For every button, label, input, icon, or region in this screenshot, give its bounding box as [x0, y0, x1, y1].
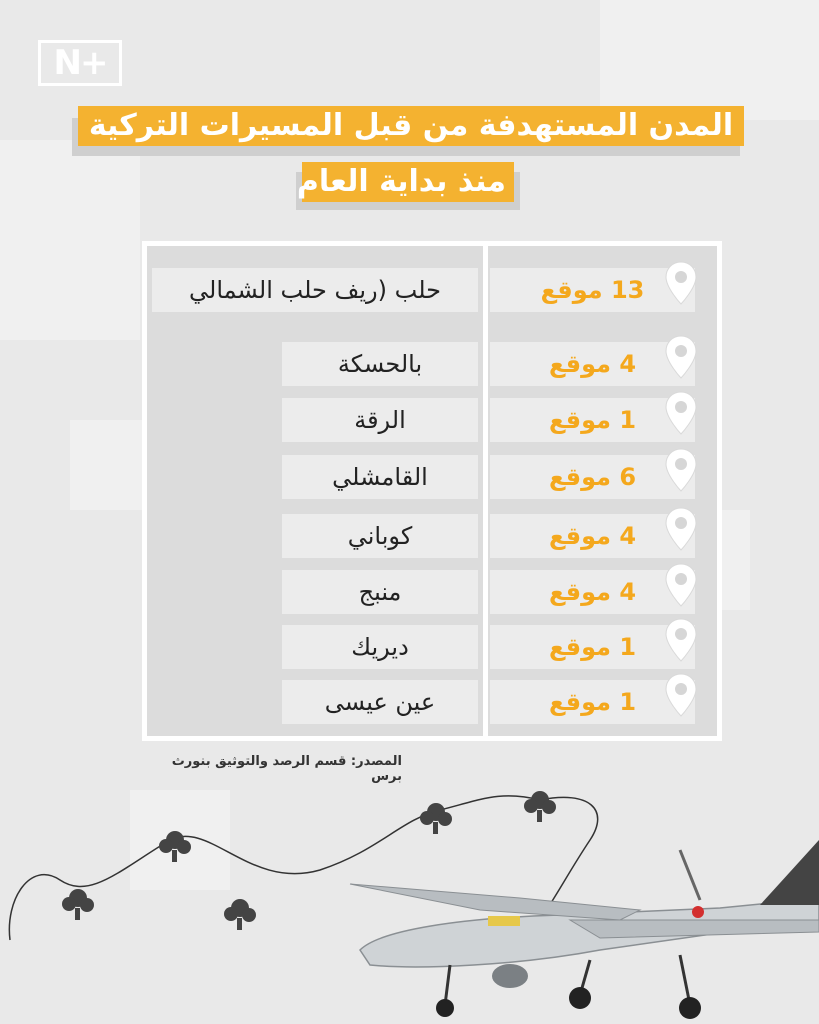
smoke-icon [524, 791, 556, 822]
row-count: 1 موقع [490, 398, 695, 442]
background-block [600, 0, 819, 120]
smoke-icon [224, 899, 256, 930]
row-count: 6 موقع [490, 455, 695, 499]
row-count: 4 موقع [490, 514, 695, 558]
table-divider [483, 241, 488, 741]
drone-illustration [0, 780, 819, 1024]
page-title-line-2: منذ بداية العام [302, 162, 514, 202]
brand-logo-text: N+ [53, 43, 107, 83]
row-count: 1 موقع [490, 625, 695, 669]
row-city: عين عيسى [282, 680, 478, 724]
row-count: 1 موقع [490, 680, 695, 724]
row-count: 4 موقع [490, 342, 695, 386]
location-pin-icon [664, 506, 698, 552]
row-city: منبج [282, 570, 478, 614]
row-city: ديريك [282, 625, 478, 669]
brand-logo [38, 40, 122, 86]
smoke-icon [62, 889, 94, 920]
row-count: 13 موقع [490, 268, 695, 312]
source-note: المصدر: قسم الرصد والتوثيق بنورث برس [171, 754, 402, 784]
location-pin-icon [664, 260, 698, 306]
location-pin-icon [664, 390, 698, 436]
row-city: كوباني [282, 514, 478, 558]
location-pin-icon [664, 672, 698, 718]
row-city: حلب (ريف حلب الشمالي [152, 268, 478, 312]
row-count: 4 موقع [490, 570, 695, 614]
location-pin-icon [664, 617, 698, 663]
background-block [70, 420, 150, 510]
location-pin-icon [664, 334, 698, 380]
row-city: بالحسكة [282, 342, 478, 386]
drone-icon [350, 840, 819, 1019]
location-pin-icon [664, 447, 698, 493]
location-pin-icon [664, 562, 698, 608]
smoke-icon [159, 831, 191, 862]
row-city: الرقة [282, 398, 478, 442]
row-city: القامشلي [282, 455, 478, 499]
page-title-line-1: المدن المستهدفة من قبل المسيرات التركية [78, 106, 744, 146]
background-block [0, 140, 140, 340]
